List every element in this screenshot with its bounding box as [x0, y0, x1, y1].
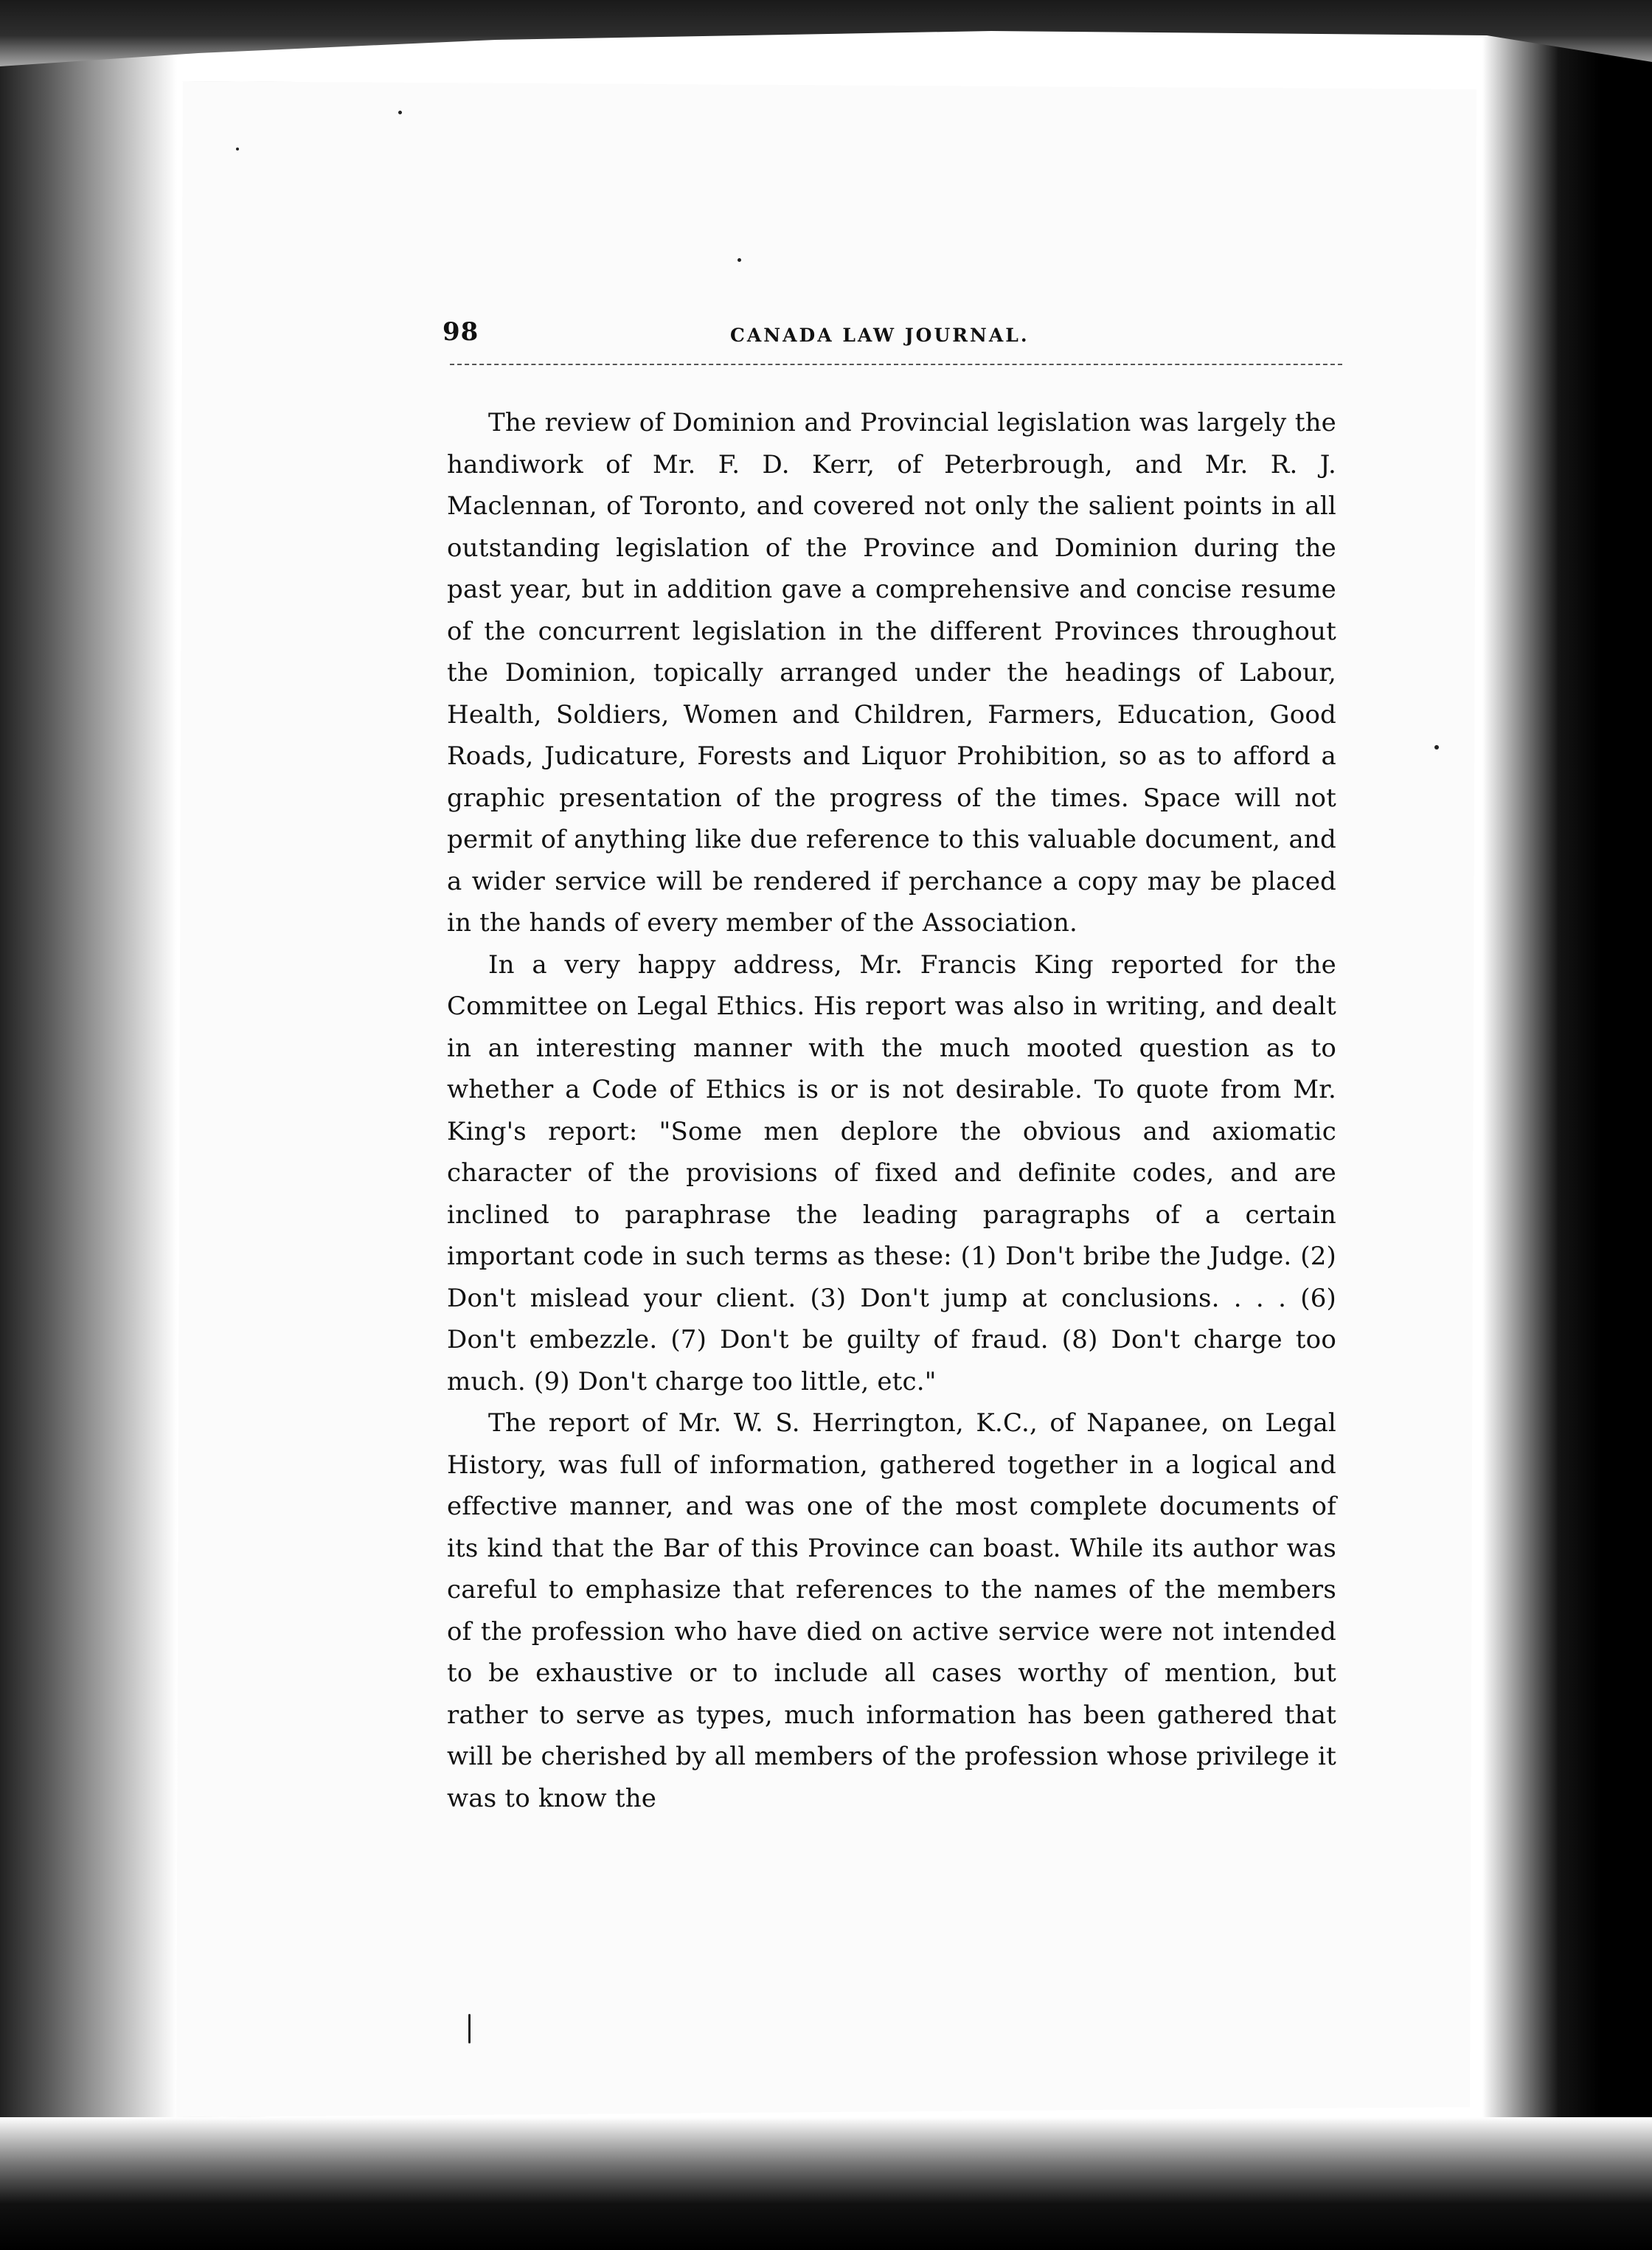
scan-top-edge [0, 0, 1652, 89]
body-text [447, 402, 1336, 1819]
header-rule [450, 364, 1342, 365]
scan-speck [1434, 745, 1439, 750]
scan-speck [468, 2014, 471, 2043]
scan-speck [738, 258, 741, 262]
running-title: CANADA LAW JOURNAL. [730, 325, 1030, 346]
page-number: 98 [442, 317, 479, 347]
scan-right-edge [1482, 0, 1652, 2250]
page-header [442, 317, 1342, 354]
scan-left-edge [0, 0, 177, 2250]
scan-bottom-edge [0, 2117, 1652, 2250]
paragraph-legislation-review: The review of Dominion and Provincial legislation was largely the handiwork of Mr. F. D. Kerr, of Peterbrough, and Mr. R. J. Maclennan, of Toronto, and covered not only the salient points in all outstanding legislation of the Province and Dominion during the past year, but in addition gave a comprehensive and concise resume of the concurrent legislation in the different Provinces throughout the Dominion, topically arranged under the headings of Labour, Health, Soldiers, Women and Children, Farmers, Education, Good Roads, Judicature, Forests and Liquor Prohibition, so as to afford a graphic presentation of the progress of the times. Space will not permit of anything like due reference to this valuable document, and a wider service will be rendered if perchance a copy may be placed in the hands of every member of the Association. [447, 408, 1336, 938]
scan-speck [236, 148, 239, 150]
paragraph-legal-ethics: In a very happy address, Mr. Francis King reported for the Committee on Legal Ethics. His report was also in writing, and dealt in an interesting manner with the much mooted question as to whether a Code of Ethics is or is not desirable. To quote from Mr. King's report: "Some men deplore the obvious and axiomatic character of the provisions of fixed and definite codes, and are inclined to paraphrase the leading paragraphs of a certain important code in such terms as these: (1) Don't bribe the Judge. (2) Don't mislead your client. (3) Don't jump at conclusions. . . . (6) Don't embezzle. (7) Don't be guilty of fraud. (8) Don't charge too much. (9) Don't charge too little, etc." [447, 949, 1336, 1396]
scan-speck [398, 111, 402, 114]
paragraph-legal-history: The report of Mr. W. S. Herrington, K.C., of Napanee, on Legal History, was full of information, gathered together in a logical and effective manner, and was one of the most complete documents of its kind that the Bar of this Province can boast. While its author was careful to emphasize that references to the names of the members of the profession who have died on active service were not intended to be exhaustive or to include all cases worthy of mention, but rather to serve as types, much information has been gathered that will be cherished by all members of the profession whose privilege it was to know the [447, 1408, 1336, 1813]
